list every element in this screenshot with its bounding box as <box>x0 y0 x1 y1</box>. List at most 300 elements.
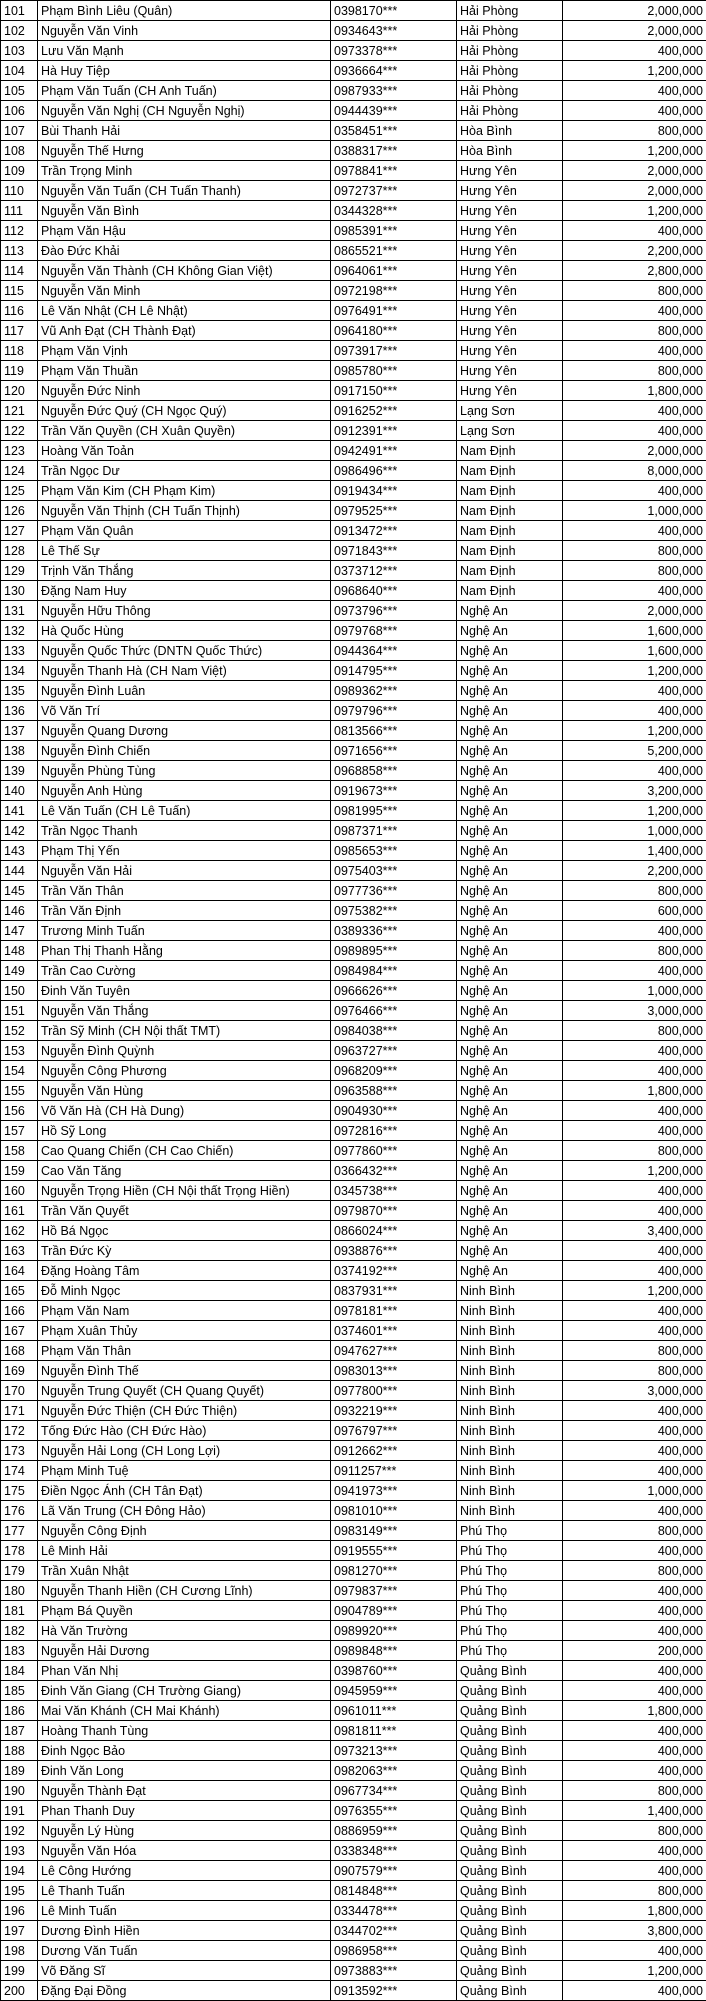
row-number-cell: 143 <box>1 841 38 861</box>
province-cell: Phú Thọ <box>457 1581 563 1601</box>
table-row <box>1 181 706 201</box>
row-number-cell: 135 <box>1 681 38 701</box>
amount-cell: 400,000 <box>563 581 706 601</box>
full-name-cell: Trần Trọng Minh <box>38 161 331 181</box>
full-name-cell: Trần Sỹ Minh (CH Nội thất TMT) <box>38 1021 331 1041</box>
full-name-cell: Trần Xuân Nhật <box>38 1561 331 1581</box>
amount-cell: 800,000 <box>563 361 706 381</box>
province-cell: Ninh Bình <box>457 1341 563 1361</box>
table-row <box>1 1361 706 1381</box>
province-cell: Quảng Bình <box>457 1761 563 1781</box>
full-name-cell: Nguyễn Văn Vinh <box>38 21 331 41</box>
phone-number-cell: 0972816*** <box>331 1121 457 1141</box>
row-number-cell: 190 <box>1 1781 38 1801</box>
table-row <box>1 1021 706 1041</box>
table-row <box>1 441 706 461</box>
row-number-cell: 150 <box>1 981 38 1001</box>
table-row <box>1 681 706 701</box>
row-number-cell: 109 <box>1 161 38 181</box>
table-row <box>1 321 706 341</box>
phone-number-cell: 0344328*** <box>331 201 457 221</box>
row-number-cell: 138 <box>1 741 38 761</box>
amount-cell: 400,000 <box>563 1501 706 1521</box>
table-row <box>1 1561 706 1581</box>
phone-number-cell: 0981811*** <box>331 1721 457 1741</box>
table-row <box>1 341 706 361</box>
row-number-cell: 130 <box>1 581 38 601</box>
phone-number-cell: 0981995*** <box>331 801 457 821</box>
amount-cell: 1,400,000 <box>563 841 706 861</box>
phone-number-cell: 0919434*** <box>331 481 457 501</box>
phone-number-cell: 0961011*** <box>331 1701 457 1721</box>
row-number-cell: 137 <box>1 721 38 741</box>
amount-cell: 2,800,000 <box>563 261 706 281</box>
full-name-cell: Đặng Đại Đồng <box>38 1981 331 2001</box>
province-cell: Hòa Bình <box>457 141 563 161</box>
table-row <box>1 721 706 741</box>
phone-number-cell: 0941973*** <box>331 1481 457 1501</box>
phone-number-cell: 0982063*** <box>331 1761 457 1781</box>
row-number-cell: 113 <box>1 241 38 261</box>
table-row <box>1 361 706 381</box>
row-number-cell: 175 <box>1 1481 38 1501</box>
full-name-cell: Đào Đức Khải <box>38 241 331 261</box>
row-number-cell: 165 <box>1 1281 38 1301</box>
amount-cell: 400,000 <box>563 1601 706 1621</box>
phone-number-cell: 0971656*** <box>331 741 457 761</box>
phone-number-cell: 0966626*** <box>331 981 457 1001</box>
full-name-cell: Trần Văn Quyền (CH Xuân Quyền) <box>38 421 331 441</box>
phone-number-cell: 0973796*** <box>331 601 457 621</box>
phone-number-cell: 0976355*** <box>331 1801 457 1821</box>
full-name-cell: Nguyễn Văn Thắng <box>38 1001 331 1021</box>
table-row <box>1 521 706 541</box>
amount-cell: 1,000,000 <box>563 501 706 521</box>
row-number-cell: 179 <box>1 1561 38 1581</box>
amount-cell: 400,000 <box>563 1661 706 1681</box>
province-cell: Hưng Yên <box>457 181 563 201</box>
row-number-cell: 194 <box>1 1861 38 1881</box>
full-name-cell: Phạm Văn Vịnh <box>38 341 331 361</box>
table-row <box>1 801 706 821</box>
row-number-cell: 184 <box>1 1661 38 1681</box>
province-cell: Ninh Bình <box>457 1421 563 1441</box>
amount-cell: 400,000 <box>563 1541 706 1561</box>
amount-cell: 1,800,000 <box>563 1701 706 1721</box>
row-number-cell: 163 <box>1 1241 38 1261</box>
full-name-cell: Nguyễn Thế Hưng <box>38 141 331 161</box>
row-number-cell: 195 <box>1 1881 38 1901</box>
province-cell: Hưng Yên <box>457 361 563 381</box>
row-number-cell: 183 <box>1 1641 38 1661</box>
row-number-cell: 178 <box>1 1541 38 1561</box>
table-row <box>1 1621 706 1641</box>
phone-number-cell: 0971843*** <box>331 541 457 561</box>
table-row <box>1 1921 706 1941</box>
row-number-cell: 153 <box>1 1041 38 1061</box>
table-row <box>1 1781 706 1801</box>
phone-number-cell: 0398170*** <box>331 1 457 21</box>
phone-number-cell: 0389336*** <box>331 921 457 941</box>
table-row <box>1 141 706 161</box>
amount-cell: 1,800,000 <box>563 1081 706 1101</box>
phone-number-cell: 0919555*** <box>331 1541 457 1561</box>
table-row <box>1 1401 706 1421</box>
table-row <box>1 461 706 481</box>
phone-number-cell: 0837931*** <box>331 1281 457 1301</box>
full-name-cell: Trương Minh Tuấn <box>38 921 331 941</box>
amount-cell: 400,000 <box>563 1041 706 1061</box>
amount-cell: 800,000 <box>563 941 706 961</box>
province-cell: Phú Thọ <box>457 1621 563 1641</box>
full-name-cell: Mai Văn Khánh (CH Mai Khánh) <box>38 1701 331 1721</box>
phone-number-cell: 0979837*** <box>331 1581 457 1601</box>
amount-cell: 1,200,000 <box>563 61 706 81</box>
amount-cell: 2,000,000 <box>563 161 706 181</box>
phone-number-cell: 0366432*** <box>331 1161 457 1181</box>
phone-number-cell: 0912391*** <box>331 421 457 441</box>
row-number-cell: 162 <box>1 1221 38 1241</box>
table-row <box>1 101 706 121</box>
row-number-cell: 121 <box>1 401 38 421</box>
province-cell: Hưng Yên <box>457 381 563 401</box>
row-number-cell: 142 <box>1 821 38 841</box>
phone-number-cell: 0944439*** <box>331 101 457 121</box>
row-number-cell: 107 <box>1 121 38 141</box>
table-row <box>1 1421 706 1441</box>
phone-number-cell: 0989848*** <box>331 1641 457 1661</box>
province-cell: Phú Thọ <box>457 1641 563 1661</box>
province-cell: Phú Thọ <box>457 1561 563 1581</box>
full-name-cell: Phạm Thị Yến <box>38 841 331 861</box>
table-row <box>1 201 706 221</box>
amount-cell: 800,000 <box>563 881 706 901</box>
amount-cell: 1,200,000 <box>563 201 706 221</box>
row-number-cell: 196 <box>1 1901 38 1921</box>
phone-number-cell: 0968640*** <box>331 581 457 601</box>
amount-cell: 800,000 <box>563 1881 706 1901</box>
row-number-cell: 144 <box>1 861 38 881</box>
province-cell: Hưng Yên <box>457 161 563 181</box>
full-name-cell: Phạm Văn Hậu <box>38 221 331 241</box>
phone-number-cell: 0919673*** <box>331 781 457 801</box>
province-cell: Nghệ An <box>457 1081 563 1101</box>
amount-cell: 1,200,000 <box>563 721 706 741</box>
table-row <box>1 1601 706 1621</box>
full-name-cell: Cao Quang Chiến (CH Cao Chiến) <box>38 1141 331 1161</box>
amount-cell: 400,000 <box>563 1121 706 1141</box>
phone-number-cell: 0976491*** <box>331 301 457 321</box>
row-number-cell: 116 <box>1 301 38 321</box>
table-row <box>1 1441 706 1461</box>
phone-number-cell: 0981010*** <box>331 1501 457 1521</box>
table-row <box>1 821 706 841</box>
phone-number-cell: 0976797*** <box>331 1421 457 1441</box>
full-name-cell: Phan Thanh Duy <box>38 1801 331 1821</box>
province-cell: Nghệ An <box>457 601 563 621</box>
table-row <box>1 861 706 881</box>
table-row <box>1 1541 706 1561</box>
row-number-cell: 168 <box>1 1341 38 1361</box>
full-name-cell: Võ Văn Hà (CH Hà Dung) <box>38 1101 331 1121</box>
full-name-cell: Hà Văn Trường <box>38 1621 331 1641</box>
amount-cell: 400,000 <box>563 1761 706 1781</box>
full-name-cell: Phạm Văn Kim (CH Phạm Kim) <box>38 481 331 501</box>
province-cell: Quảng Bình <box>457 1701 563 1721</box>
amount-cell: 3,000,000 <box>563 1001 706 1021</box>
province-cell: Quảng Bình <box>457 1861 563 1881</box>
full-name-cell: Phạm Bình Liêu (Quân) <box>38 1 331 21</box>
row-number-cell: 117 <box>1 321 38 341</box>
full-name-cell: Nguyễn Đức Thiện (CH Đức Thiện) <box>38 1401 331 1421</box>
full-name-cell: Trần Văn Định <box>38 901 331 921</box>
full-name-cell: Nguyễn Văn Thành (CH Không Gian Việt) <box>38 261 331 281</box>
phone-number-cell: 0975403*** <box>331 861 457 881</box>
province-cell: Ninh Bình <box>457 1361 563 1381</box>
table-row <box>1 741 706 761</box>
amount-cell: 400,000 <box>563 1741 706 1761</box>
amount-cell: 400,000 <box>563 221 706 241</box>
row-number-cell: 187 <box>1 1721 38 1741</box>
full-name-cell: Tống Đức Hào (CH Đức Hào) <box>38 1421 331 1441</box>
row-number-cell: 182 <box>1 1621 38 1641</box>
phone-number-cell: 0338348*** <box>331 1841 457 1861</box>
row-number-cell: 174 <box>1 1461 38 1481</box>
province-cell: Phú Thọ <box>457 1601 563 1621</box>
phone-number-cell: 0866024*** <box>331 1221 457 1241</box>
amount-cell: 400,000 <box>563 1841 706 1861</box>
province-cell: Hưng Yên <box>457 321 563 341</box>
full-name-cell: Nguyễn Công Định <box>38 1521 331 1541</box>
table-row <box>1 761 706 781</box>
province-cell: Nghệ An <box>457 1141 563 1161</box>
full-name-cell: Nguyễn Quang Dương <box>38 721 331 741</box>
table-row <box>1 1701 706 1721</box>
row-number-cell: 115 <box>1 281 38 301</box>
amount-cell: 1,200,000 <box>563 141 706 161</box>
full-name-cell: Nguyễn Trọng Hiền (CH Nội thất Trọng Hiền) <box>38 1181 331 1201</box>
phone-number-cell: 0989895*** <box>331 941 457 961</box>
table-row <box>1 1221 706 1241</box>
province-cell: Hải Phòng <box>457 81 563 101</box>
full-name-cell: Hoàng Thanh Tùng <box>38 1721 331 1741</box>
province-cell: Quảng Bình <box>457 1741 563 1761</box>
amount-cell: 200,000 <box>563 1641 706 1661</box>
province-cell: Ninh Bình <box>457 1301 563 1321</box>
amount-cell: 400,000 <box>563 401 706 421</box>
amount-cell: 1,000,000 <box>563 981 706 1001</box>
full-name-cell: Điền Ngọc Ánh (CH Tân Đạt) <box>38 1481 331 1501</box>
amount-cell: 2,000,000 <box>563 21 706 41</box>
full-name-cell: Phan Văn Nhị <box>38 1661 331 1681</box>
phone-number-cell: 0979525*** <box>331 501 457 521</box>
phone-number-cell: 0972737*** <box>331 181 457 201</box>
row-number-cell: 120 <box>1 381 38 401</box>
phone-number-cell: 0985653*** <box>331 841 457 861</box>
row-number-cell: 167 <box>1 1321 38 1341</box>
table-row <box>1 1241 706 1261</box>
province-cell: Nghệ An <box>457 861 563 881</box>
table-row <box>1 1481 706 1501</box>
amount-cell: 400,000 <box>563 1981 706 2001</box>
row-number-cell: 170 <box>1 1381 38 1401</box>
phone-number-cell: 0975382*** <box>331 901 457 921</box>
table-row <box>1 981 706 1001</box>
province-cell: Nghệ An <box>457 1021 563 1041</box>
province-cell: Hưng Yên <box>457 281 563 301</box>
full-name-cell: Nguyễn Đình Quỳnh <box>38 1041 331 1061</box>
province-cell: Hải Phòng <box>457 101 563 121</box>
province-cell: Nghệ An <box>457 981 563 1001</box>
table-row <box>1 1061 706 1081</box>
province-cell: Nghệ An <box>457 801 563 821</box>
table-row <box>1 1901 706 1921</box>
full-name-cell: Hoàng Văn Toản <box>38 441 331 461</box>
phone-number-cell: 0983013*** <box>331 1361 457 1381</box>
province-cell: Nghệ An <box>457 681 563 701</box>
full-name-cell: Phạm Văn Nam <box>38 1301 331 1321</box>
amount-cell: 3,800,000 <box>563 1921 706 1941</box>
full-name-cell: Nguyễn Hữu Thông <box>38 601 331 621</box>
province-cell: Quảng Bình <box>457 1961 563 1981</box>
full-name-cell: Cao Văn Tăng <box>38 1161 331 1181</box>
table-row <box>1 41 706 61</box>
amount-cell: 400,000 <box>563 1681 706 1701</box>
province-cell: Nghệ An <box>457 661 563 681</box>
amount-cell: 2,200,000 <box>563 241 706 261</box>
table-row <box>1 1181 706 1201</box>
row-number-cell: 118 <box>1 341 38 361</box>
amount-cell: 800,000 <box>563 1341 706 1361</box>
full-name-cell: Phạm Minh Tuệ <box>38 1461 331 1481</box>
province-cell: Nghệ An <box>457 761 563 781</box>
full-name-cell: Phạm Văn Quân <box>38 521 331 541</box>
province-cell: Nam Định <box>457 541 563 561</box>
province-cell: Ninh Bình <box>457 1381 563 1401</box>
full-name-cell: Nguyễn Văn Hải <box>38 861 331 881</box>
row-number-cell: 129 <box>1 561 38 581</box>
amount-cell: 400,000 <box>563 1461 706 1481</box>
phone-number-cell: 0388317*** <box>331 141 457 161</box>
full-name-cell: Phạm Văn Tuấn (CH Anh Tuấn) <box>38 81 331 101</box>
table-row <box>1 1961 706 1981</box>
phone-number-cell: 0932219*** <box>331 1401 457 1421</box>
phone-number-cell: 0972198*** <box>331 281 457 301</box>
amount-cell: 800,000 <box>563 321 706 341</box>
phone-number-cell: 0914795*** <box>331 661 457 681</box>
phone-number-cell: 0978841*** <box>331 161 457 181</box>
row-number-cell: 140 <box>1 781 38 801</box>
table-row <box>1 621 706 641</box>
table-row <box>1 1041 706 1061</box>
amount-cell: 1,200,000 <box>563 1161 706 1181</box>
full-name-cell: Trần Văn Quyết <box>38 1201 331 1221</box>
table-row <box>1 941 706 961</box>
province-cell: Nam Định <box>457 461 563 481</box>
phone-number-cell: 0917150*** <box>331 381 457 401</box>
table-row <box>1 561 706 581</box>
table-row <box>1 261 706 281</box>
phone-number-cell: 0976466*** <box>331 1001 457 1021</box>
full-name-cell: Lưu Văn Mạnh <box>38 41 331 61</box>
full-name-cell: Nguyễn Lý Hùng <box>38 1821 331 1841</box>
amount-cell: 400,000 <box>563 1941 706 1961</box>
full-name-cell: Nguyễn Đình Luân <box>38 681 331 701</box>
phone-number-cell: 0964180*** <box>331 321 457 341</box>
table-row <box>1 381 706 401</box>
table-row <box>1 1 706 21</box>
full-name-cell: Nguyễn Đình Thế <box>38 1361 331 1381</box>
row-number-cell: 134 <box>1 661 38 681</box>
phone-number-cell: 0916252*** <box>331 401 457 421</box>
amount-cell: 2,000,000 <box>563 441 706 461</box>
amount-cell: 800,000 <box>563 121 706 141</box>
table-row <box>1 1641 706 1661</box>
province-cell: Nam Định <box>457 481 563 501</box>
province-cell: Hưng Yên <box>457 261 563 281</box>
province-cell: Lạng Sơn <box>457 421 563 441</box>
phone-number-cell: 0373712*** <box>331 561 457 581</box>
province-cell: Nghệ An <box>457 721 563 741</box>
full-name-cell: Hồ Bá Ngọc <box>38 1221 331 1241</box>
full-name-cell: Đinh Ngọc Bảo <box>38 1741 331 1761</box>
amount-cell: 8,000,000 <box>563 461 706 481</box>
phone-number-cell: 0984038*** <box>331 1021 457 1041</box>
table-row <box>1 1461 706 1481</box>
row-number-cell: 147 <box>1 921 38 941</box>
phone-number-cell: 0944364*** <box>331 641 457 661</box>
amount-cell: 400,000 <box>563 421 706 441</box>
phone-number-cell: 0374192*** <box>331 1261 457 1281</box>
province-cell: Nghệ An <box>457 941 563 961</box>
amount-cell: 400,000 <box>563 341 706 361</box>
table-row <box>1 701 706 721</box>
province-cell: Quảng Bình <box>457 1681 563 1701</box>
amount-cell: 2,000,000 <box>563 1 706 21</box>
full-name-cell: Lê Văn Tuấn (CH Lê Tuấn) <box>38 801 331 821</box>
table-row <box>1 541 706 561</box>
province-cell: Nghệ An <box>457 901 563 921</box>
full-name-cell: Nguyễn Văn Bình <box>38 201 331 221</box>
full-name-cell: Nguyễn Quốc Thức (DNTN Quốc Thức) <box>38 641 331 661</box>
phone-number-cell: 0979768*** <box>331 621 457 641</box>
row-number-cell: 169 <box>1 1361 38 1381</box>
full-name-cell: Hồ Sỹ Long <box>38 1121 331 1141</box>
phone-number-cell: 0942491*** <box>331 441 457 461</box>
row-number-cell: 102 <box>1 21 38 41</box>
row-number-cell: 122 <box>1 421 38 441</box>
province-cell: Quảng Bình <box>457 1881 563 1901</box>
table-row <box>1 481 706 501</box>
phone-number-cell: 0977800*** <box>331 1381 457 1401</box>
table-row <box>1 1161 706 1181</box>
table-row <box>1 1521 706 1541</box>
phone-number-cell: 0979870*** <box>331 1201 457 1221</box>
row-number-cell: 114 <box>1 261 38 281</box>
phone-number-cell: 0986496*** <box>331 461 457 481</box>
row-number-cell: 111 <box>1 201 38 221</box>
row-number-cell: 164 <box>1 1261 38 1281</box>
full-name-cell: Phan Thị Thanh Hằng <box>38 941 331 961</box>
full-name-cell: Lê Thế Sự <box>38 541 331 561</box>
full-name-cell: Nguyễn Văn Minh <box>38 281 331 301</box>
table-row <box>1 641 706 661</box>
province-cell: Nghệ An <box>457 1121 563 1141</box>
amount-cell: 800,000 <box>563 1821 706 1841</box>
row-number-cell: 198 <box>1 1941 38 1961</box>
amount-cell: 400,000 <box>563 1321 706 1341</box>
province-cell: Hải Phòng <box>457 21 563 41</box>
